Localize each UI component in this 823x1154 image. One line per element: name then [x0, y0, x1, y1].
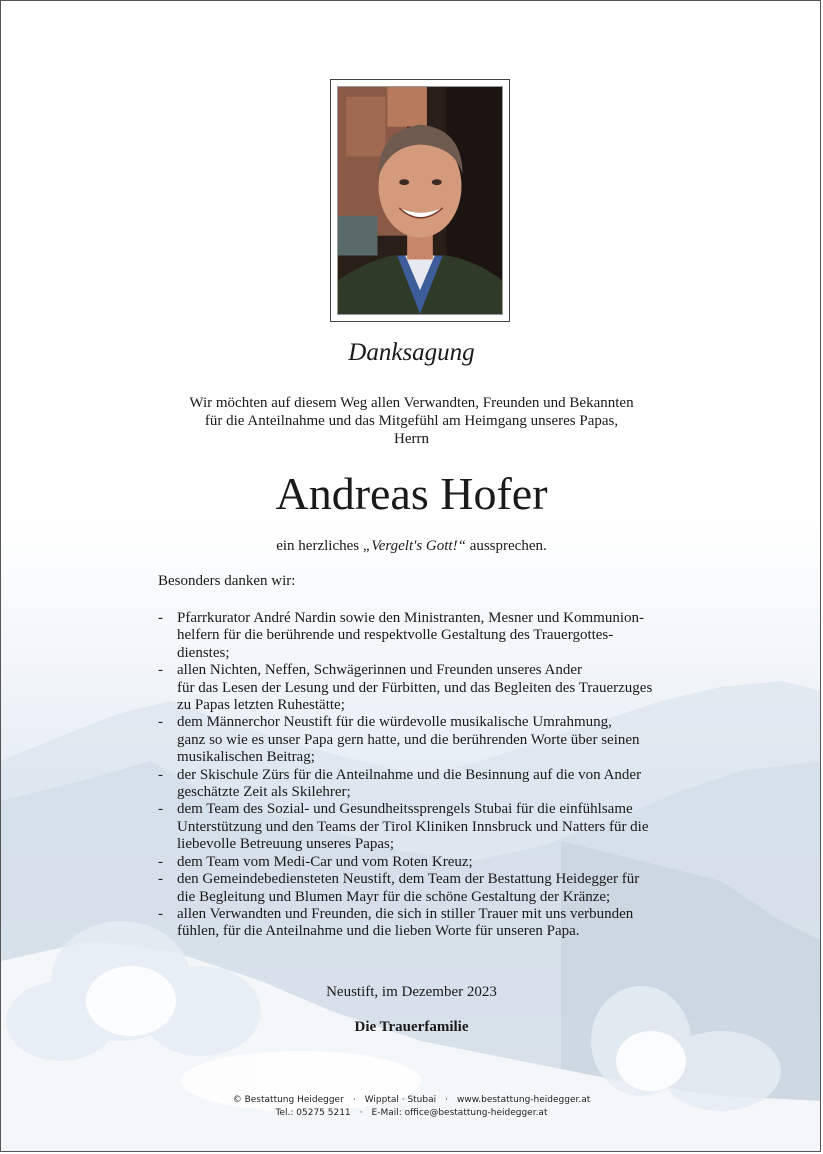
footer-region: Wipptal · Stubai [364, 1095, 437, 1105]
thanks-list-line: den Gemeindebediensteten Neustift, dem Team der Bestattung Heidegger für [177, 871, 640, 888]
bullet-dash: - [158, 766, 163, 783]
footer-copyright: © Bestattung Heidegger [232, 1095, 344, 1105]
footer-separator: · [359, 1108, 363, 1118]
thanks-after: aussprechen. [465, 538, 547, 554]
footer-separator: · [352, 1095, 356, 1105]
intro-line: Herrn [394, 431, 429, 447]
thanks-list [158, 610, 688, 941]
special-thanks-lead: Besonders danken wir: [158, 573, 296, 589]
portrait-photo-frame [330, 79, 510, 322]
bullet-dash: - [158, 853, 163, 870]
bullet-dash: - [158, 801, 163, 818]
thanks-list-line: die Begleitung und Blumen Mayr für die schöne Gestaltung der Kränze; [177, 888, 611, 905]
thanks-list-line: geschätzte Zeit als Skilehrer; [177, 784, 351, 801]
thanks-list-item [158, 801, 688, 853]
thanks-list-item [158, 714, 688, 766]
thanks-quote: „Vergelt's Gott!“ [362, 538, 466, 554]
intro-paragraph [1, 394, 821, 448]
thanks-list-line: dem Team des Sozial- und Gesundheitssprengels Stubai für die einfühlsame [177, 801, 633, 818]
thanks-list-line: der Skischule Zürs für die Anteilnahme und die Besinnung auf die von Ander [177, 766, 642, 783]
thanks-list-line: allen Verwandten und Freunden, die sich in stiller Trauer mit uns verbunden [177, 905, 634, 922]
thanks-list-line: Pfarrkurator André Nardin sowie den Ministranten, Mesner und Kommunion- [177, 610, 644, 626]
footer-website-link[interactable]: www.bestattung-heidegger.at [457, 1095, 591, 1105]
thanks-list-item [158, 906, 688, 941]
thanks-list-item [158, 610, 688, 662]
bullet-dash: - [158, 871, 163, 888]
thanks-list-line: dem Männerchor Neustift für die würdevolle musikalische Umrahmung, [177, 714, 612, 731]
deceased-name: Andreas Hofer [275, 468, 548, 519]
signature: Die Trauerfamilie [354, 1019, 469, 1035]
thanks-list-line: liebevolle Betreuung unseres Papas; [177, 836, 395, 853]
thanks-list-line: fühlen, für die Anteilnahme und die lieben Worte für unseren Papa. [177, 923, 580, 940]
thanks-list-line: musikalischen Beitrag; [177, 749, 315, 766]
thanks-sentence [1, 538, 821, 555]
footer-separator: · [445, 1095, 448, 1105]
footer [1, 1094, 821, 1120]
footer-phone: Tel.: 05275 5211 [275, 1108, 351, 1118]
thanks-list-line: ganz so wie es unser Papa gern hatte, und die berührenden Worte über seinen [177, 731, 640, 748]
thanks-list-line: dienstes; [177, 644, 230, 661]
thanks-list-line: helfern für die berührende und respektvolle Gestaltung des Trauergottes- [177, 627, 614, 644]
heading-danksagung: Danksagung [348, 339, 475, 366]
bullet-dash: - [158, 905, 163, 922]
bullet-dash: - [158, 714, 163, 731]
thanks-list-line: zu Papas letzten Ruhestätte; [177, 697, 345, 714]
footer-email-link[interactable]: E-Mail: office@bestattung-heidegger.at [371, 1108, 548, 1118]
bullet-dash: - [158, 610, 163, 626]
thanks-list-line: allen Nichten, Neffen, Schwägerinnen und Freunden unseres Ander [177, 662, 583, 679]
thanks-list-item [158, 662, 688, 714]
intro-line: für die Anteilnahme und das Mitgefühl am Heimgang unseres Papas, [204, 413, 619, 429]
place-date: Neustift, im Dezember 2023 [326, 984, 497, 1000]
footer-line-2 [1, 1107, 821, 1120]
thanks-list-line: für das Lesen der Lesung und der Fürbitten, und das Begleiten des Trauerzuges [177, 679, 653, 696]
thanks-before: ein herzliches [276, 538, 363, 554]
thanks-list-line: Unterstützung und den Teams der Tirol Kliniken Innsbruck und Natters für die [177, 818, 649, 835]
thanks-list-item [158, 767, 688, 802]
thanks-list-item [158, 871, 688, 906]
portrait-photo [337, 86, 503, 315]
bullet-dash: - [158, 662, 163, 679]
intro-line: Wir möchten auf diesem Weg allen Verwandten, Freunden und Bekannten [189, 395, 634, 411]
footer-line-1 [1, 1094, 821, 1107]
thanks-list-item [158, 854, 688, 871]
thanks-list-line: dem Team vom Medi-Car und vom Roten Kreuz; [177, 853, 473, 870]
